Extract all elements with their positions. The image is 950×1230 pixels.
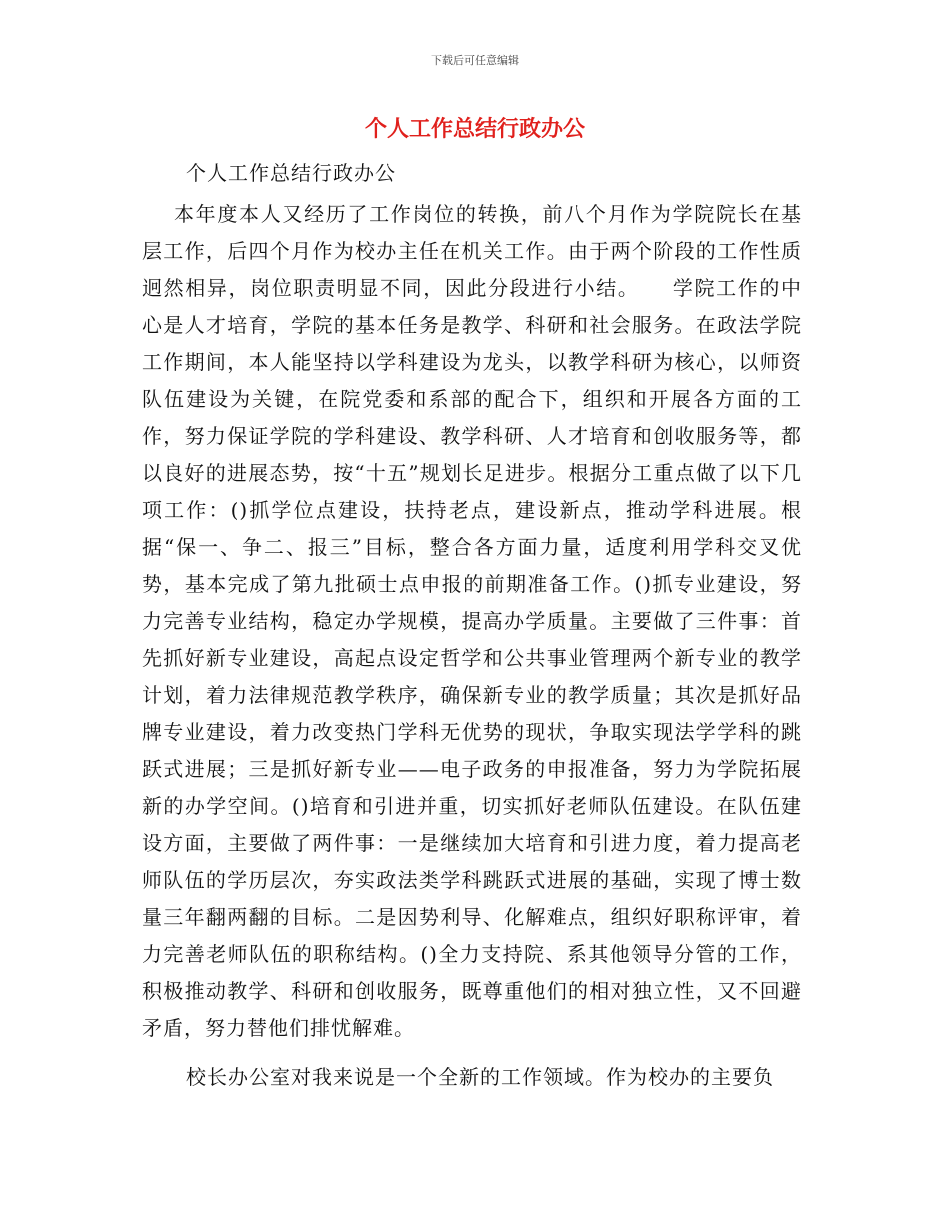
body-paragraph-2: 校长办公室对我来说是一个全新的工作领域。作为校办的主要负 xyxy=(186,1065,774,1089)
document-subtitle: 个人工作总结行政办公 xyxy=(186,161,396,185)
header-note: 下载后可任意编辑 xyxy=(431,54,519,67)
document-title: 个人工作总结行政办公 xyxy=(364,117,585,142)
body-paragraph-1: 本年度本人又经历了工作岗位的转换，前八个月作为学院院长在基层工作，后四个月作为校办主任在机关工作。由于两个阶段的工作性质迥然相异，岗位职责明显不同，因此分段进行小结。 学院工作的中心是人才培育，学院的基本任务是教学、科研和社会服务。在政法学院工作期间，本人能坚持以学科建设为龙头，以教学科研为核心，以师资队伍建设为关键，在院党委和系部的配合下，组织和开展各方面的工作，努力保证学院的学科建设、教学科研、人才培育和创收服务等，都以良好的进展态势，按“十五”规划长足进步。根据分工重点做了以下几项工作：()抓学位点建设，扶持老点，建设新点，推动学科进展。根据“保一、争二、报三”目标，整合各方面力量，适度利用学科交叉优势，基本完成了第九批硕士点申报的前期准备工作。()抓专业建设，努力完善专业结构，稳定办学规模，提高办学质量。主要做了三件事：首先抓好新专业建设，高起点设定哲学和公共事业管理两个新专业的教学计划，着力法律规范教学秩序，确保新专业的教学质量；其次是抓好品牌专业建设，着力改变热门学科无优势的现状，争取实现法学学科的跳跃式进展；三是抓好新专业——电子政务的申报准备，努力为学院拓展新的办学空间。()培育和引进并重，切实抓好老师队伍建设。在队伍建设方面，主要做了两件事：一是继续加大培育和引进力度，着力提高老师队伍的学历层次，夯实政法类学科跳跃式进展的基础，实现了博士数量三年翻两翻的目标。二是因势利导、化解难点，组织好职称评审，着力完善老师队伍的职称结构。()全力支持院、系其他领导分管的工作，积极推动教学、科研和创收服务，既尊重他们的相对独立性，又不回避矛盾，努力替他们排忧解难。 xyxy=(142,202,802,1040)
document-body xyxy=(142,155,802,1096)
